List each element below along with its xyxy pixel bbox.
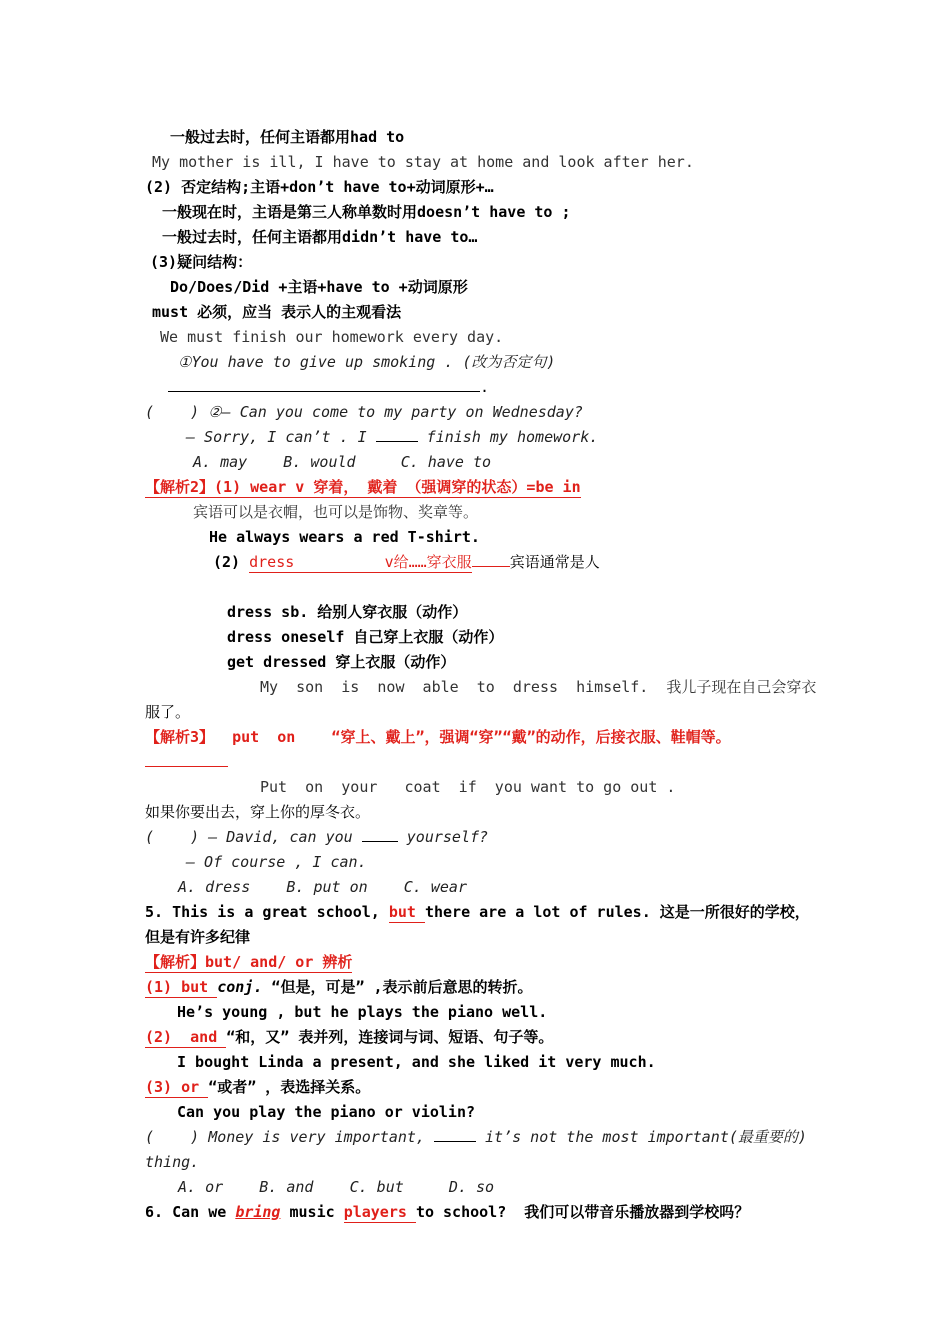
- answer-blank: [362, 827, 398, 842]
- must-definition: must 必须，应当 表示人的主观看法: [152, 303, 402, 321]
- exercise-3-options: A. dress B. put on C. wear: [178, 878, 467, 896]
- question-structure-formula: Do/Does/Did +主语+have to +动词原形: [170, 278, 468, 296]
- exercise-2-options: A. may B. would C. have to: [193, 453, 492, 471]
- dress-oneself-usage: dress oneself 自己穿上衣服（动作）: [227, 628, 504, 646]
- exercise-1-prompt: ①You have to give up smoking . (改为否定句): [178, 353, 556, 371]
- example-sentence-and: I bought Linda a present, and she liked it very much.: [177, 1053, 656, 1071]
- dress-sb-usage: dress sb. 给别人穿衣服（动作）: [227, 603, 468, 621]
- exercise-2-question: ( ) ②— Can you come to my party on Wednesday?: [145, 403, 583, 421]
- example-sentence-must: We must finish our homework every day.: [160, 328, 504, 346]
- negative-structure-heading: (2) 否定结构;主语+don’t have to+动词原形+…: [145, 178, 494, 196]
- analysis-but-and-or-heading: 【解析】but/ and/ or 辨析: [145, 953, 353, 971]
- example-sentence-but: He’s young , but he plays the piano well.: [177, 1003, 548, 1021]
- exercise-4-question-cont: thing.: [145, 1153, 200, 1171]
- and-definition: (2) and “和，又” 表并列，连接词与词、短语、句子等。: [145, 1028, 554, 1046]
- analysis-3-underline: [145, 766, 228, 767]
- exercise-2-response: — Sorry, I can’t . I finish my homework.: [186, 428, 599, 446]
- analysis-3-heading: 【解析3】 put on “穿上、戴上”，强调“穿”“戴”的动作，后接衣服、鞋帽等。: [145, 728, 731, 746]
- get-dressed-usage: get dressed 穿上衣服（动作）: [227, 653, 456, 671]
- exercise-1-answer-line: .: [168, 377, 489, 397]
- answer-blank: [168, 377, 480, 392]
- item-5-sentence: 5. This is a great school, but there are a lot of rules. 这是一所很好的学校，: [145, 903, 810, 921]
- example-sentence-coat-translation: 如果你要出去，穿上你的厚冬衣。: [145, 803, 371, 821]
- example-sentence-son: My son is now able to dress himself. 我儿子现在自己会穿衣: [260, 678, 817, 696]
- dress-definition: (2) dress v给……穿衣服 宾语通常是人: [213, 553, 600, 571]
- answer-blank: [376, 427, 418, 442]
- example-sentence-mother: My mother is ill, I have to stay at home and look after her.: [152, 153, 694, 171]
- example-sentence-or: Can you play the piano or violin?: [177, 1103, 476, 1121]
- past-tense-note: 一般过去时，任何主语都用had to: [170, 128, 405, 146]
- question-structure-heading: (3)疑问结构：: [150, 253, 253, 271]
- present-tense-doesnt-note: 一般现在时，主语是第三人称单数时用doesn’t have to ;: [162, 203, 571, 221]
- but-definition: (1) but conj. “但是，可是” ,表示前后意思的转折。: [145, 978, 533, 996]
- example-sentence-coat: Put on your coat if you want to go out .: [260, 778, 676, 796]
- example-sentence-wear: He always wears a red T-shirt.: [209, 528, 480, 546]
- or-definition: (3) or “或者” ，表选择关系。: [145, 1078, 371, 1096]
- exercise-4-question: ( ) Money is very important, it’s not the most important(最重要的): [145, 1128, 807, 1146]
- exercise-3-question: ( ) — David, can you yourself?: [145, 828, 489, 846]
- past-tense-didnt-note: 一般过去时，任何主语都用didn’t have to…: [162, 228, 478, 246]
- exercise-3-response: — Of course , I can.: [186, 853, 367, 871]
- wear-object-note: 宾语可以是衣帽，也可以是饰物、奖章等。: [193, 503, 479, 521]
- item-5-translation-cont: 但是有许多纪律: [145, 928, 251, 946]
- analysis-2-heading: 【解析2】(1) wear v 穿着， 戴着 （强调穿的状态）=be in: [145, 478, 581, 496]
- example-sentence-son-cont: 服了。: [145, 703, 191, 721]
- exercise-4-options: A. or B. and C. but D. so: [178, 1178, 495, 1196]
- item-6-sentence: 6. Can we bring music players to school? 我们可以带音乐播放器到学校吗？: [145, 1203, 750, 1221]
- answer-blank: [434, 1127, 476, 1142]
